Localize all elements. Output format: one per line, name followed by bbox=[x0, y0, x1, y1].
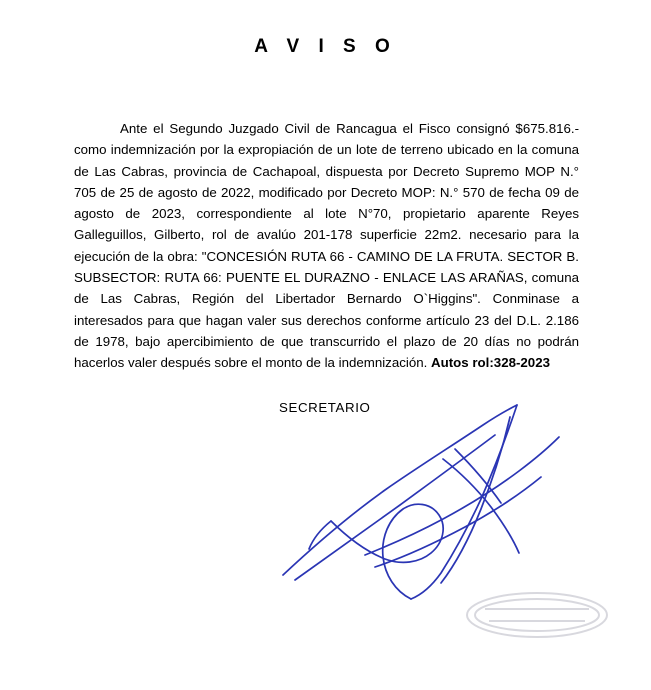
notice-paragraph-text: Ante el Segundo Juzgado Civil de Rancagua el Fisco consignó $675.816.- como indemnización por la expropiación de un lote de terreno ubicado en la comuna de Las Cabras, provincia de Cachapoal, dispuesta por Decreto Supremo MOP N.° 705 de 25 de agosto de 2022, modificado por Decreto MOP: N.° 570 de fecha 09 de agosto de 2023, correspondiente al lote N°70, propietario aparente Reyes Galleguillos, Gilberto, rol de avalúo 201-178 superficie 22m2. necesario para la ejecución de la obra: "CONCESIÓN RUTA 66 - CAMINO DE LA FRUTA. SECTOR B. SUBSECTOR: RUTA 66: PUENTE EL DURAZNO - ENLACE LAS ARAÑAS, comuna de Las Cabras, Región del Libertador Bernardo O`Higgins". Conminase a interesados para que hagan valer sus derechos conforme artículo 23 del D.L. 2.186 de 1978, bajo apercibimiento de que transcurrido el plazo de 20 días no podrán hacerlos valer después sobre el monto de la indemnización. bbox=[74, 121, 579, 371]
handwritten-signature bbox=[255, 395, 585, 615]
ink-stamp bbox=[455, 585, 620, 645]
page-title: A V I S O bbox=[254, 36, 397, 57]
autos-rol-text: Autos rol:328-2023 bbox=[431, 355, 550, 371]
notice-paragraph bbox=[74, 118, 579, 374]
notice-body bbox=[74, 118, 579, 374]
signature-label: SECRETARIO bbox=[279, 400, 371, 415]
